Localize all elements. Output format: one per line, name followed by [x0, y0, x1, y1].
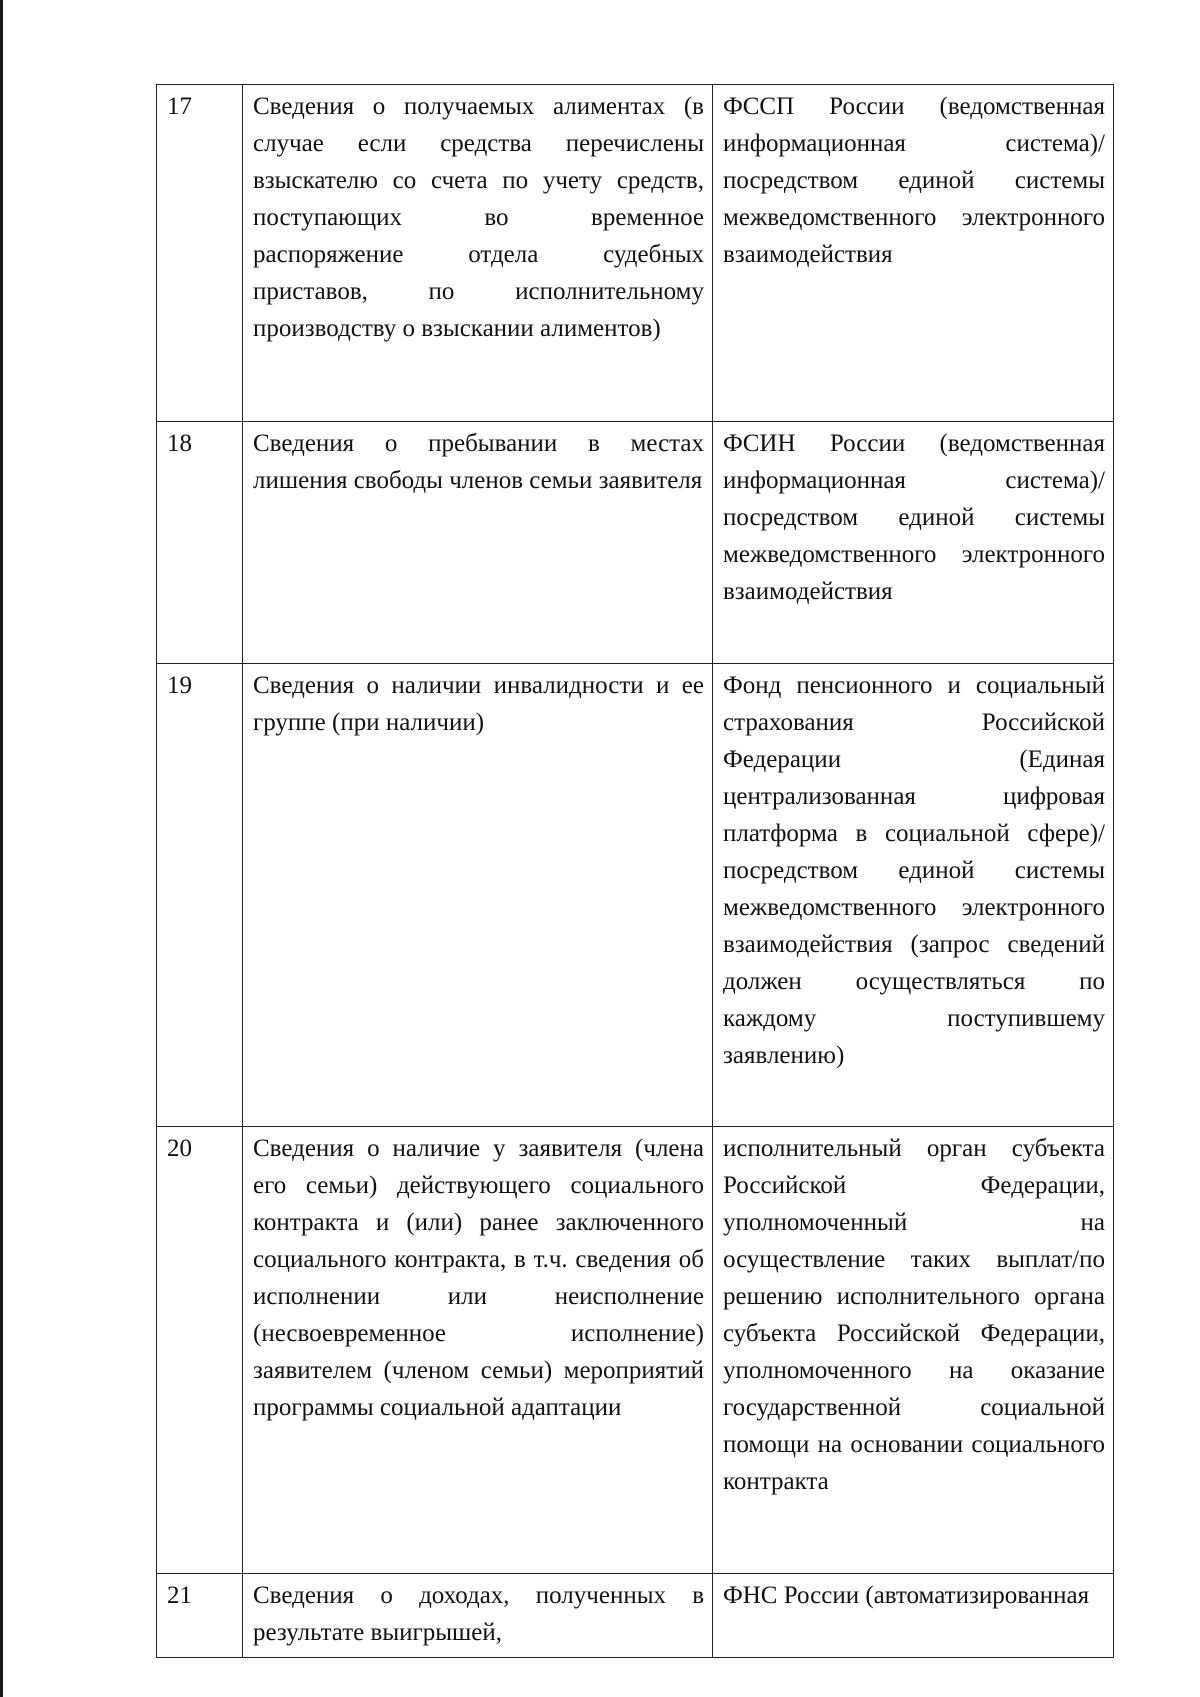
data-sources-table	[156, 84, 1114, 1658]
scan-edge	[0, 0, 3, 1697]
row-source: ФСИН России (ведомственная информационная система)/посредством единой системы межведомственного электронного взаимодействия	[713, 422, 1114, 664]
table-row	[157, 85, 1114, 422]
row-source: ФНС России (автоматизированная	[713, 1574, 1114, 1658]
row-source: ФССП России (ведомственная информационная система)/посредством единой системы межведомственного электронного взаимодействия	[713, 85, 1114, 422]
row-description: Сведения о наличие у заявителя (члена его семьи) действующего социального контракта и (или) ранее заключенного социального контракта, в т.ч. сведения об исполнении или неисполнение (несвоевременное исполнение) заявителем (членом семьи) мероприятий программы социальной адаптации	[243, 1127, 713, 1574]
table-row	[157, 664, 1114, 1127]
row-description: Сведения о пребывании в местах лишения свободы членов семьи заявителя	[243, 422, 713, 664]
table-row	[157, 1574, 1114, 1658]
row-description: Сведения о получаемых алиментах (в случае если средства перечислены взыскателю со счета по учету средств, поступающих во временное распоряжение отдела судебных приставов, по исполнительному производству о взыскании алиментов)	[243, 85, 713, 422]
row-source: исполнительный орган субъекта Российской Федерации, уполномоченный на осуществление таких выплат/по решению исполнительного органа субъекта Российской Федерации, уполномоченного на оказание государственной социальной помощи на основании социального контракта	[713, 1127, 1114, 1574]
table-row	[157, 422, 1114, 664]
table-row	[157, 1127, 1114, 1574]
row-number: 20	[157, 1127, 243, 1574]
row-number: 19	[157, 664, 243, 1127]
row-description: Сведения о наличии инвалидности и ее группе (при наличии)	[243, 664, 713, 1127]
row-number: 18	[157, 422, 243, 664]
row-description: Сведения о доходах, полученных в результате выигрышей,	[243, 1574, 713, 1658]
row-number: 21	[157, 1574, 243, 1658]
row-number: 17	[157, 85, 243, 422]
row-source: Фонд пенсионного и социальный страхования Российской Федерации (Единая централизованная цифровая платформа в социальной сфере)/посредством единой системы межведомственного электронного взаимодействия (запрос сведений должен осуществляться по каждому поступившему заявлению)	[713, 664, 1114, 1127]
